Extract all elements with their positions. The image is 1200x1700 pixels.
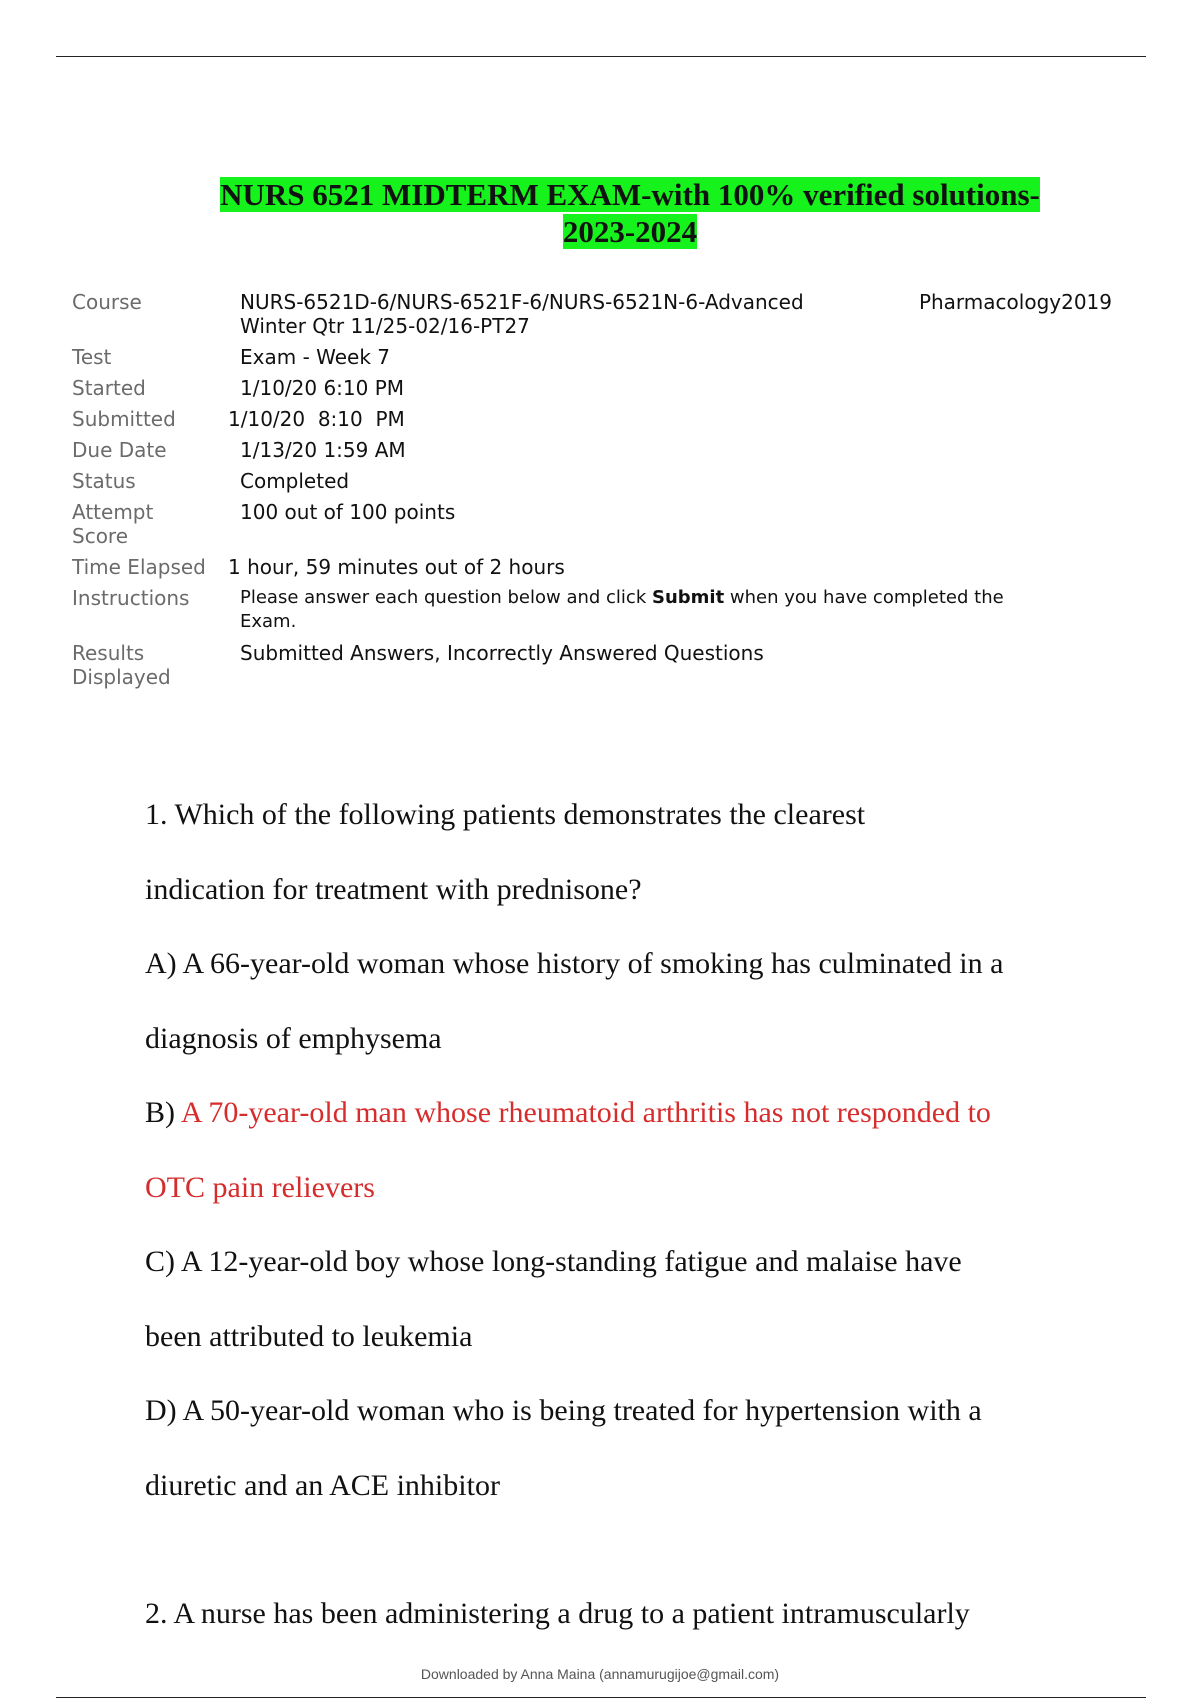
meta-row-submitted bbox=[72, 407, 1112, 431]
course-term: Winter Qtr 11/25-02/16-PT27 bbox=[240, 314, 530, 338]
option-d-line-1: D) A 50-year-old woman who is being treated for hypertension with a bbox=[145, 1394, 982, 1427]
meta-label-instructions: Instructions bbox=[72, 586, 190, 610]
meta-label-due-date: Due Date bbox=[72, 438, 167, 462]
exam-metadata-table bbox=[72, 290, 1112, 696]
option-b-line-1 bbox=[145, 1076, 1095, 1151]
meta-value-started: 1/10/20 6:10 PM bbox=[240, 376, 405, 400]
meta-label-time-elapsed: Time Elapsed bbox=[72, 555, 206, 579]
option-c-line-2: been attributed to leukemia bbox=[145, 1319, 473, 1353]
meta-row-test bbox=[72, 345, 1112, 369]
meta-row-course bbox=[72, 290, 1112, 338]
meta-row-results-displayed bbox=[72, 641, 1112, 689]
option-b-prefix: B) bbox=[145, 1096, 181, 1129]
meta-value-attempt-score: 100 out of 100 points bbox=[240, 500, 456, 524]
question-1 bbox=[145, 778, 1095, 1523]
attempt-score-label-line-1: Attempt bbox=[72, 500, 154, 524]
meta-value-course bbox=[240, 290, 1112, 338]
option-b-line-2: OTC pain relievers bbox=[145, 1170, 375, 1204]
attempt-score-label-line-2: Score bbox=[72, 524, 129, 548]
results-label-line-1: Results bbox=[72, 641, 145, 665]
meta-value-status: Completed bbox=[240, 469, 350, 493]
meta-value-time-elapsed: 1 hour, 59 minutes out of 2 hours bbox=[228, 555, 565, 579]
option-c-line-1: C) A 12-year-old boy whose long-standing fatigue and malaise have bbox=[145, 1245, 962, 1278]
instructions-submit-word: Submit bbox=[651, 587, 725, 608]
meta-value-instructions bbox=[240, 586, 1112, 634]
instructions-text-line-2: Exam. bbox=[240, 611, 297, 632]
meta-label-status: Status bbox=[72, 469, 136, 493]
option-a-line-1: A) A 66-year-old woman whose history of smoking has culminated in a bbox=[145, 947, 1004, 980]
meta-value-submitted: 1/10/20 8:10 PM bbox=[228, 407, 405, 431]
instructions-text-start: Please answer each question below and click bbox=[240, 587, 652, 608]
meta-value-test: Exam - Week 7 bbox=[240, 345, 391, 369]
meta-row-attempt-score bbox=[72, 500, 1112, 548]
meta-label-attempt-score bbox=[72, 500, 240, 548]
download-footer: Downloaded by Anna Maina (annamurugijoe@gmail.com) bbox=[420, 1666, 780, 1682]
meta-row-status bbox=[72, 469, 1112, 493]
meta-value-results-displayed: Submitted Answers, Incorrectly Answered Questions bbox=[240, 641, 764, 665]
question-1-stem-line-2: indication for treatment with prednisone? bbox=[145, 872, 642, 906]
header-rule bbox=[56, 56, 1146, 57]
meta-value-due-date: 1/13/20 1:59 AM bbox=[240, 438, 406, 462]
meta-label-started: Started bbox=[72, 376, 146, 400]
title-line-2: 2023-2024 bbox=[562, 214, 698, 249]
instructions-text-end: when you have completed the bbox=[724, 587, 1004, 608]
title-line-1: NURS 6521 MIDTERM EXAM-with 100% verified solutions- bbox=[220, 177, 1040, 212]
option-a-line-2: diagnosis of emphysema bbox=[145, 1021, 442, 1055]
course-subject: Pharmacology2019 bbox=[918, 290, 1112, 314]
option-d-line-2: diuretic and an ACE inhibitor bbox=[145, 1468, 500, 1502]
meta-label-results-displayed bbox=[72, 641, 240, 689]
meta-label-submitted: Submitted bbox=[72, 407, 176, 431]
footer-rule bbox=[56, 1697, 1146, 1698]
meta-row-instructions bbox=[72, 586, 1112, 634]
option-b-correct-answer: A 70-year-old man whose rheumatoid arthritis has not responded to bbox=[180, 1096, 991, 1129]
question-1-stem-line-1: 1. Which of the following patients demonstrates the clearest bbox=[145, 798, 866, 831]
question-2-stem: 2. A nurse has been administering a drug to a patient intramuscularly bbox=[145, 1597, 970, 1630]
meta-row-time-elapsed bbox=[72, 555, 1112, 579]
results-label-line-2: Displayed bbox=[72, 665, 171, 689]
course-code: NURS-6521D-6/NURS-6521F-6/NURS-6521N-6-Advanced bbox=[240, 290, 804, 314]
meta-row-due-date bbox=[72, 438, 1112, 462]
meta-row-started bbox=[72, 376, 1112, 400]
meta-label-course: Course bbox=[72, 290, 142, 314]
document-title bbox=[130, 176, 1130, 250]
meta-label-test: Test bbox=[72, 345, 112, 369]
